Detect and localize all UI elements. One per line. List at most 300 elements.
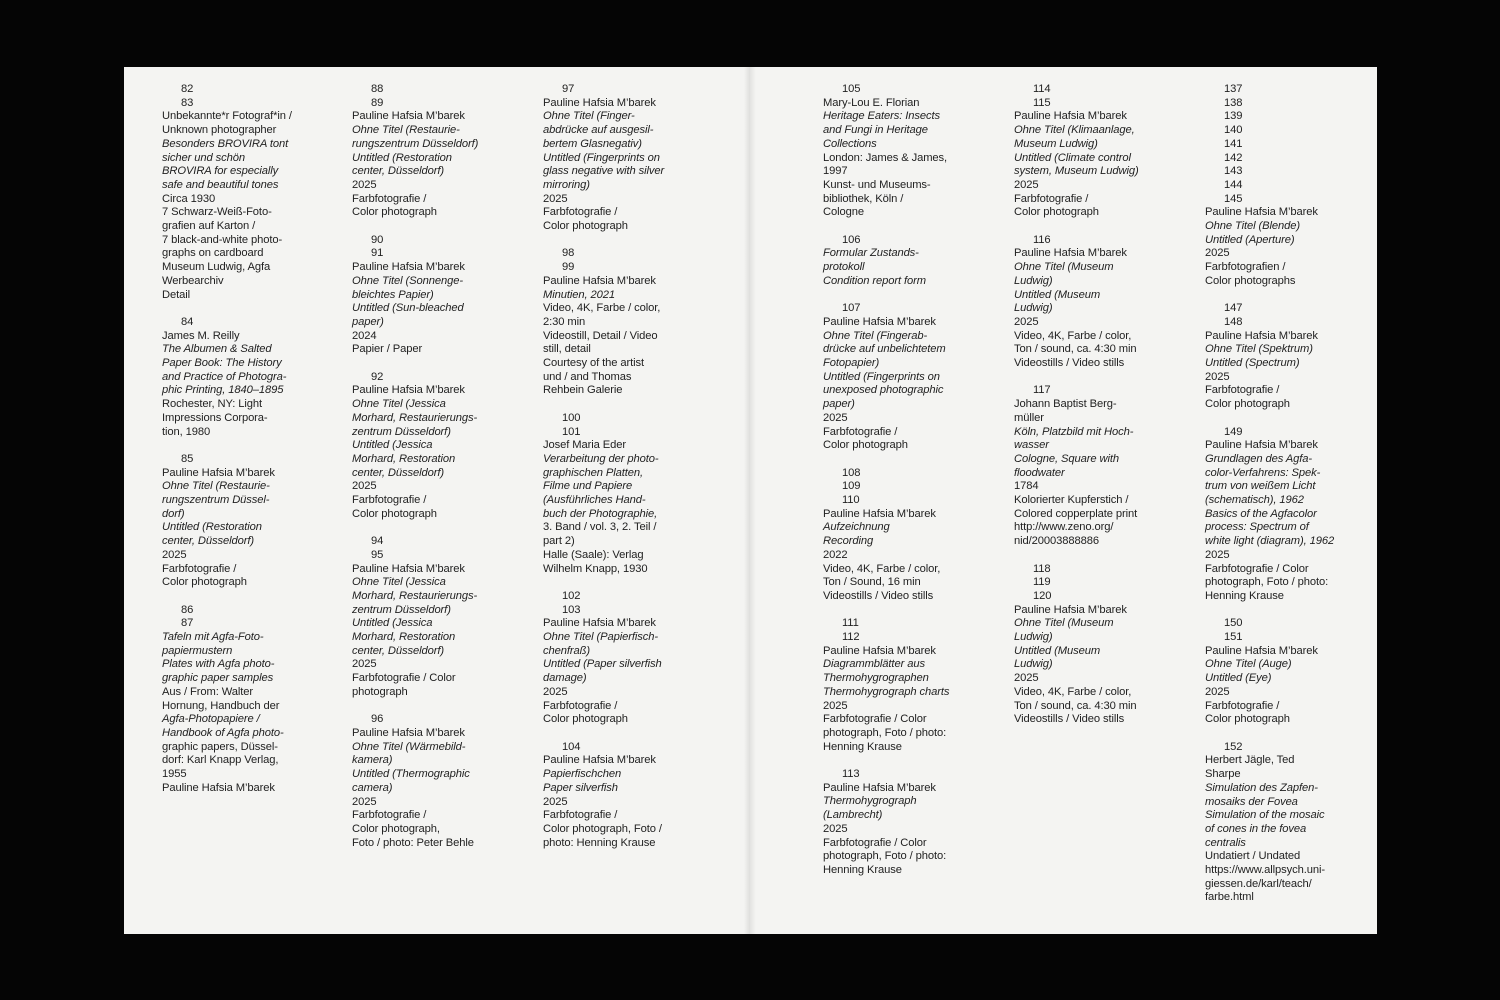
entry-text-line: Henning Krause xyxy=(823,740,902,753)
figure-number: 140 xyxy=(1224,124,1243,137)
entry-title-line: Ohne Titel (Spektrum) xyxy=(1205,343,1313,356)
figure-number: 118 xyxy=(1033,562,1051,575)
catalog-entry xyxy=(823,302,949,453)
entry-title-line: glass negative with silver xyxy=(543,165,665,178)
entry-title-line: center, Düsseldorf) xyxy=(162,535,254,548)
catalog-entry xyxy=(1205,617,1334,727)
entry-title-line: paper) xyxy=(352,315,384,328)
entry-text-line: 2025 xyxy=(1205,370,1230,383)
figure-number: 119 xyxy=(1033,576,1051,589)
entry-title-line: (Lambrecht) xyxy=(823,809,883,822)
figure-number: 91 xyxy=(371,247,384,260)
entry-text-line: Pauline Hafsia M’barek xyxy=(823,644,936,657)
entry-title-line: Untitled (Sun-bleached xyxy=(352,302,464,315)
entry-text-line: Wilhelm Knapp, 1930 xyxy=(543,562,648,575)
entry-text-line: Johann Baptist Berg- xyxy=(1014,398,1117,411)
entry-title-line: Thermohygrographen xyxy=(823,672,929,685)
entry-text-line: Color photograph xyxy=(1205,398,1290,411)
entry-text-line: Farbfotografie / Color xyxy=(352,672,456,685)
entry-title-line: sicher und schön xyxy=(162,151,245,164)
catalog-entry xyxy=(352,83,478,220)
entry-title-line: Besonders BROVIRA tont xyxy=(162,137,289,150)
entry-title-line: Handbook of Agfa photo- xyxy=(162,727,284,739)
figure-number: 142 xyxy=(1224,151,1243,164)
catalog-entry xyxy=(1014,384,1139,548)
entry-title-line: Untitled (Thermographic xyxy=(352,768,470,781)
entry-title-line: The Albumen & Salted xyxy=(162,343,272,356)
entry-title-line: papiermustern xyxy=(162,644,233,657)
entry-text-line: Color photograph xyxy=(162,576,247,589)
entry-title-line: Grundlagen des Agfa- xyxy=(1205,452,1313,465)
entry-text-line: Rochester, NY: Light xyxy=(162,398,262,411)
entry-title-line: zentrum Düsseldorf) xyxy=(352,603,451,616)
entry-text-line: 2025 xyxy=(543,685,568,698)
entry-title-line: color-Verfahrens: Spek- xyxy=(1205,466,1321,479)
entry-text-line: photograph xyxy=(352,685,408,698)
entry-text-line: Circa 1930 xyxy=(162,192,216,205)
figure-number: 138 xyxy=(1224,96,1243,109)
entry-text-line: photo: Henning Krause xyxy=(543,836,656,849)
figure-number: 145 xyxy=(1224,192,1243,205)
figure-number: 120 xyxy=(1033,589,1052,602)
entry-title-line: Ohne Titel (Fingerab- xyxy=(823,329,928,342)
entry-text-line: Mary-Lou E. Florian xyxy=(823,96,920,109)
entry-text-line: Sharpe xyxy=(1205,768,1241,781)
figure-number: 92 xyxy=(371,370,384,383)
entry-title-line: Ludwig) xyxy=(1014,631,1053,644)
entry-title-line: Untitled (Fingerprints on xyxy=(543,151,660,164)
entry-text-line: 7 black-and-white photo- xyxy=(162,233,283,246)
entry-title-line: (Ausführliches Hand- xyxy=(543,494,646,507)
entry-title-line: process: Spectrum of xyxy=(1205,521,1309,534)
figure-number: 116 xyxy=(1033,233,1051,246)
entry-text-line: Pauline Hafsia M’barek xyxy=(352,726,465,739)
entry-title-line: Ohne Titel (Finger- xyxy=(543,110,635,123)
entry-title-line: and Practice of Photogra- xyxy=(162,370,287,383)
entry-text-line: farbe.html xyxy=(1205,891,1254,904)
entry-text-line: 2025 xyxy=(1014,178,1039,191)
entry-text-line: photograph, Foto / photo: xyxy=(823,726,947,739)
entry-title-line: Cologne, Square with xyxy=(1014,452,1119,465)
figure-number: 102 xyxy=(562,589,581,602)
figure-number: 141 xyxy=(1224,137,1243,150)
figure-number: 144 xyxy=(1224,178,1243,191)
figure-number: 100 xyxy=(562,411,581,424)
entry-text-line: 3. Band / vol. 3, 2. Teil / xyxy=(543,521,657,534)
figure-number: 98 xyxy=(562,247,575,260)
entry-text-line: Videostills / Video stills xyxy=(1014,357,1125,370)
entry-text-line: James M. Reilly xyxy=(162,329,240,342)
entry-text-line: 2022 xyxy=(823,548,848,561)
figure-number: 83 xyxy=(181,96,194,109)
entry-text-line: Pauline Hafsia M’barek xyxy=(1014,247,1127,260)
figure-number: 86 xyxy=(181,603,194,616)
entry-title-line: bleichtes Papier) xyxy=(352,288,434,301)
entry-title-line: rungszentrum Düssel- xyxy=(162,494,270,507)
entry-title-line: Untitled (Jessica xyxy=(352,439,433,452)
entry-text-line: Pauline Hafsia M’barek xyxy=(162,466,275,479)
entry-text-line: Farbfotografie / xyxy=(1205,384,1280,397)
catalog-entry xyxy=(543,247,664,398)
entry-title-line: Ludwig) xyxy=(1014,658,1053,671)
entry-title-line: mosaiks der Fovea xyxy=(1205,795,1298,808)
entry-title-line: Heritage Eaters: Insects xyxy=(823,110,940,123)
entry-text-line: 1955 xyxy=(162,768,187,781)
catalog-entry xyxy=(1205,302,1334,412)
figure-number: 113 xyxy=(842,768,860,781)
entry-title-line: Morhard, Restoration xyxy=(352,631,456,644)
entry-text-line: Farbfotografie / xyxy=(162,562,237,575)
entry-text-line: Pauline Hafsia M’barek xyxy=(543,96,656,109)
entry-title-line: Minutien, 2021 xyxy=(543,288,615,301)
figure-number: 88 xyxy=(371,83,384,95)
entry-text-line: Video, 4K, Farbe / color, xyxy=(1014,685,1132,698)
figure-number: 139 xyxy=(1224,110,1243,123)
entry-text-line: Color photograph xyxy=(352,507,437,520)
entry-text-line: Farbfotografie / xyxy=(352,494,427,507)
entry-text-line: Pauline Hafsia M’barek xyxy=(352,261,465,274)
figure-number: 152 xyxy=(1224,740,1243,753)
figure-number: 99 xyxy=(562,261,575,274)
entry-text-line: London: James & James, xyxy=(823,151,948,164)
entry-text-line: Courtesy of the artist xyxy=(543,357,645,370)
entry-title-line: Untitled (Museum xyxy=(1014,288,1101,301)
entry-text-line: Color photograph xyxy=(543,220,628,233)
entry-text-line: 2025 xyxy=(823,411,848,424)
entry-title-line: Untitled (Paper silverfish xyxy=(543,658,662,671)
column xyxy=(823,83,949,891)
catalog-entry xyxy=(543,741,664,851)
entry-text-line: Pauline Hafsia M’barek xyxy=(352,110,465,123)
catalog-entry xyxy=(823,234,949,289)
entry-text-line: und / and Thomas xyxy=(543,370,632,383)
right-page xyxy=(750,67,1377,934)
entry-text-line: Undatiert / Undated xyxy=(1205,850,1301,863)
catalog-entry xyxy=(823,467,949,604)
entry-text-line: 2025 xyxy=(543,192,568,205)
entry-title-line: Simulation des Zapfen- xyxy=(1205,781,1318,794)
entry-title-line: Ohne Titel (Museum xyxy=(1014,617,1114,630)
figure-number: 89 xyxy=(371,96,384,109)
entry-text-line: Pauline Hafsia M’barek xyxy=(1014,110,1127,123)
figure-number: 147 xyxy=(1224,302,1243,315)
left-page xyxy=(124,67,750,934)
entry-title-line: Formular Zustands- xyxy=(823,247,919,260)
entry-text-line: Farbfotografie / xyxy=(352,192,427,205)
figure-number: 87 xyxy=(181,617,194,630)
entry-text-line: Farbfotografie / xyxy=(1014,192,1089,205)
entry-title-line: Untitled (Restoration xyxy=(352,151,452,164)
entry-text-line: Pauline Hafsia M’barek xyxy=(1205,329,1318,342)
entry-text-line: Pauline Hafsia M’barek xyxy=(543,274,656,287)
entry-title-line: unexposed photographic xyxy=(823,384,944,397)
entry-title-line: Ohne Titel (Klimaanlage, xyxy=(1014,124,1135,137)
catalog-entry xyxy=(823,83,949,220)
entry-text-line: Pauline Hafsia M’barek xyxy=(1014,603,1127,616)
entry-text-line: Color photograph xyxy=(543,713,628,726)
entry-text-line: Pauline Hafsia M’barek xyxy=(823,781,936,794)
entry-text-line: Farbfotografie / xyxy=(823,425,898,438)
entry-title-line: (schematisch), 1962 xyxy=(1205,494,1304,507)
entry-text-line: bibliothek, Köln / xyxy=(823,192,904,205)
entry-text-line: Impressions Corpora- xyxy=(162,411,268,424)
figure-number: 95 xyxy=(371,548,384,561)
entry-title-line: Untitled (Jessica xyxy=(352,617,433,630)
entry-text-line: Werbearchiv xyxy=(162,274,224,287)
entry-title-line: drücke auf unbelichtetem xyxy=(823,343,946,356)
entry-text-line: Henning Krause xyxy=(823,864,902,876)
entry-text-line: 2024 xyxy=(352,329,377,342)
entry-title-line: bertem Glasnegativ) xyxy=(543,137,642,150)
catalog-entry xyxy=(352,535,478,699)
entry-title-line: rungszentrum Düsseldorf) xyxy=(352,137,479,150)
figure-number: 101 xyxy=(562,425,581,438)
entry-text-line: 2025 xyxy=(1205,548,1230,561)
entry-text-line: Pauline Hafsia M’barek xyxy=(823,507,936,520)
figure-number: 111 xyxy=(842,617,859,630)
figure-number: 112 xyxy=(842,631,860,644)
entry-title-line: Untitled (Restoration xyxy=(162,521,262,534)
figure-number: 105 xyxy=(842,83,861,95)
entry-title-line: center, Düsseldorf) xyxy=(352,466,444,479)
entry-text-line: nid/20003888886 xyxy=(1014,535,1099,548)
entry-text-line: Videostill, Detail / Video xyxy=(543,329,658,342)
entry-text-line: 2:30 min xyxy=(543,315,586,328)
entry-text-line: Farbfotografie / Color xyxy=(823,713,927,726)
entry-text-line: Colored copperplate print xyxy=(1014,507,1138,520)
entry-title-line: white light (diagram), 1962 xyxy=(1205,535,1335,548)
entry-title-line: graphic paper samples xyxy=(162,672,274,685)
entry-text-line: Farbfotografien / xyxy=(1205,261,1286,274)
entry-text-line: Papier / Paper xyxy=(352,343,423,356)
figure-number: 94 xyxy=(371,535,384,548)
entry-text-line: https://www.allpsych.uni- xyxy=(1205,864,1325,877)
figure-number: 103 xyxy=(562,603,581,616)
entry-title-line: floodwater xyxy=(1014,466,1065,479)
catalog-entry xyxy=(1205,426,1334,604)
figure-number: 85 xyxy=(181,452,194,465)
catalog-entry xyxy=(162,453,292,590)
entry-title-line: Verarbeitung der photo- xyxy=(543,452,659,465)
entry-text-line: Farbfotografie / xyxy=(1205,699,1280,712)
entry-text-line: Josef Maria Eder xyxy=(543,439,626,452)
column xyxy=(543,83,664,864)
entry-title-line: Papierfischchen xyxy=(543,768,622,781)
column xyxy=(1014,83,1139,741)
catalog-entry xyxy=(1014,234,1139,371)
entry-text-line: 1784 xyxy=(1014,480,1039,493)
entry-title-line: Tafeln mit Agfa-Foto- xyxy=(162,631,264,644)
entry-title-line: system, Museum Ludwig) xyxy=(1014,165,1139,178)
entry-text-line: Kolorierter Kupferstich / xyxy=(1014,494,1129,507)
entry-text-line: Farbfotografie / xyxy=(543,809,618,822)
figure-number: 90 xyxy=(371,233,384,246)
entry-title-line: Ohne Titel (Sonnenge- xyxy=(352,274,463,287)
entry-title-line: Ludwig) xyxy=(1014,302,1053,315)
entry-title-line: Ohne Titel (Blende) xyxy=(1205,220,1301,233)
entry-text-line: Hornung, Handbuch der xyxy=(162,699,280,712)
column xyxy=(1205,83,1334,919)
entry-title-line: center, Düsseldorf) xyxy=(352,165,444,178)
entry-text-line: Rehbein Galerie xyxy=(543,384,623,397)
figure-number: 137 xyxy=(1224,83,1243,95)
figure-number: 109 xyxy=(842,480,861,493)
entry-title-line: Diagrammblätter aus xyxy=(823,658,925,671)
figure-number: 108 xyxy=(842,466,861,479)
entry-title-line: Ohne Titel (Jessica xyxy=(352,398,446,411)
entry-text-line: graphs on cardboard xyxy=(162,247,264,260)
entry-text-line: tion, 1980 xyxy=(162,425,211,438)
entry-title-line: Paper Book: The History xyxy=(162,357,282,370)
entry-title-line: Ohne Titel (Auge) xyxy=(1205,658,1292,671)
catalog-entry xyxy=(352,371,478,522)
column xyxy=(352,83,478,864)
entry-text-line: Videostills / Video stills xyxy=(1014,713,1125,726)
entry-title-line: zentrum Düsseldorf) xyxy=(352,425,451,438)
catalog-entry xyxy=(1014,563,1139,727)
page-gutter-shadow xyxy=(750,67,756,934)
entry-title-line: phic Printing, 1840–1895 xyxy=(162,384,284,397)
entry-title-line: Paper silverfish xyxy=(543,781,618,794)
figure-number: 107 xyxy=(842,302,861,315)
entry-text-line: Pauline Hafsia M’barek xyxy=(162,781,275,794)
entry-title-line: safe and beautiful tones xyxy=(162,178,279,191)
entry-text-line: Ton / sound, ca. 4:30 min xyxy=(1014,699,1137,712)
entry-text-line: 7 Schwarz-Weiß-Foto- xyxy=(162,206,272,219)
figure-number: 96 xyxy=(371,713,384,726)
entry-title-line: Basics of the Agfacolor xyxy=(1205,507,1317,520)
entry-text-line: photograph, Foto / photo: xyxy=(823,850,947,863)
entry-title-line: Simulation of the mosaic xyxy=(1205,809,1325,822)
entry-title-line: Ludwig) xyxy=(1014,274,1053,287)
entry-title-line: camera) xyxy=(352,781,393,794)
entry-title-line: kamera) xyxy=(352,754,393,767)
entry-text-line: Ton / Sound, 16 min xyxy=(823,576,921,589)
entry-text-line: Color photograph xyxy=(1205,713,1290,726)
entry-text-line: Pauline Hafsia M’barek xyxy=(352,562,465,575)
entry-title-line: abdrücke auf ausgesil- xyxy=(543,124,654,137)
entry-text-line: Aus / From: Walter xyxy=(162,685,254,698)
entry-title-line: Agfa-Photopapiere / xyxy=(162,713,260,726)
entry-title-line: Köln, Platzbild mit Hoch- xyxy=(1014,425,1134,438)
figure-number: 149 xyxy=(1224,425,1243,438)
figure-number: 148 xyxy=(1224,315,1243,328)
entry-text-line: Henning Krause xyxy=(1205,589,1284,602)
catalog-entry xyxy=(823,617,949,754)
entry-title-line: Morhard, Restaurierungs- xyxy=(352,411,478,424)
figure-number: 151 xyxy=(1224,631,1243,644)
entry-text-line: Halle (Saale): Verlag xyxy=(543,548,644,561)
entry-text-line: Farbfotografie / Color xyxy=(1205,562,1309,575)
entry-text-line: Color photograph, Foto / xyxy=(543,822,662,835)
entry-text-line: still, detail xyxy=(543,343,591,356)
entry-text-line: Color photograph xyxy=(352,206,437,219)
entry-text-line: Pauline Hafsia M’barek xyxy=(543,754,656,767)
entry-title-line: Thermohygrograph xyxy=(823,795,917,808)
catalog-entry xyxy=(1014,83,1139,220)
catalog-entry xyxy=(352,234,478,357)
entry-title-line: Ohne Titel (Jessica xyxy=(352,576,446,589)
entry-text-line: Pauline Hafsia M’barek xyxy=(352,384,465,397)
catalog-entry xyxy=(543,590,664,727)
entry-text-line: Videostills / Video stills xyxy=(823,589,934,602)
catalog-entry xyxy=(162,83,292,302)
entry-text-line: Unknown photographer xyxy=(162,124,277,137)
catalog-entry xyxy=(352,713,478,850)
entry-title-line: and Fungi in Heritage xyxy=(823,124,928,137)
figure-number: 106 xyxy=(842,233,861,246)
entry-text-line: Kunst- und Museums- xyxy=(823,178,931,191)
entry-title-line: Ohne Titel (Restaurie- xyxy=(162,480,270,493)
entry-text-line: Pauline Hafsia M’barek xyxy=(1205,644,1318,657)
entry-title-line: Untitled (Aperture) xyxy=(1205,233,1295,246)
figure-number: 104 xyxy=(562,740,581,753)
entry-title-line: Morhard, Restaurierungs- xyxy=(352,589,478,602)
entry-title-line: graphischen Platten, xyxy=(543,466,643,479)
entry-text-line: giessen.de/karl/teach/ xyxy=(1205,877,1312,890)
entry-text-line: Farbfotografie / Color xyxy=(823,836,927,849)
entry-title-line: Ohne Titel (Restaurie- xyxy=(352,124,460,137)
entry-title-line: paper) xyxy=(823,398,855,411)
entry-title-line: Ohne Titel (Museum xyxy=(1014,261,1114,274)
entry-title-line: wasser xyxy=(1014,439,1049,452)
entry-title-line: Fotopapier) xyxy=(823,357,880,370)
entry-text-line: Pauline Hafsia M’barek xyxy=(823,315,936,328)
entry-title-line: Condition report form xyxy=(823,274,926,287)
column xyxy=(162,83,292,809)
figure-number: 84 xyxy=(181,315,194,328)
entry-title-line: damage) xyxy=(543,672,587,685)
entry-text-line: graphic papers, Düssel- xyxy=(162,740,278,753)
entry-title-line: Untitled (Eye) xyxy=(1205,672,1272,685)
catalog-entry xyxy=(543,412,664,576)
entry-text-line: Ton / sound, ca. 4:30 min xyxy=(1014,343,1137,356)
entry-text-line: 2025 xyxy=(352,658,377,671)
entry-text-line: Unbekannte*r Fotograf*in / xyxy=(162,110,292,123)
figure-number: 110 xyxy=(842,494,860,507)
entry-title-line: Untitled (Museum xyxy=(1014,644,1101,657)
entry-text-line: http://www.zeno.org/ xyxy=(1014,521,1114,534)
entry-title-line: mirroring) xyxy=(543,178,590,191)
entry-text-line: Farbfotografie / xyxy=(352,809,427,822)
entry-text-line: Farbfotografie / xyxy=(543,206,618,219)
entry-title-line: Morhard, Restoration xyxy=(352,452,456,465)
figure-number: 117 xyxy=(1033,384,1051,397)
catalog-entry xyxy=(162,316,292,439)
entry-text-line: photograph, Foto / photo: xyxy=(1205,576,1329,589)
entry-text-line: Pauline Hafsia M’barek xyxy=(1205,439,1318,452)
entry-text-line: grafien auf Karton / xyxy=(162,220,256,233)
catalog-entry xyxy=(823,768,949,878)
entry-text-line: 1997 xyxy=(823,165,848,178)
entry-title-line: Thermohygrograph charts xyxy=(823,685,950,698)
catalog-entry xyxy=(1205,741,1334,905)
entry-title-line: centralis xyxy=(1205,836,1246,849)
entry-title-line: chenfraß) xyxy=(543,644,590,657)
entry-title-line: BROVIRA for especially xyxy=(162,165,279,178)
entry-title-line: Untitled (Fingerprints on xyxy=(823,370,940,383)
entry-text-line: Color photograph xyxy=(823,439,908,452)
figure-number: 143 xyxy=(1224,165,1243,178)
figure-number: 150 xyxy=(1224,617,1243,630)
entry-title-line: Museum Ludwig) xyxy=(1014,137,1098,150)
entry-text-line: 2025 xyxy=(823,699,848,712)
catalog-entry xyxy=(162,604,292,796)
entry-text-line: Farbfotografie / xyxy=(543,699,618,712)
entry-text-line: 2025 xyxy=(1014,672,1039,685)
entry-text-line: 2025 xyxy=(1205,685,1230,698)
entry-title-line: protokoll xyxy=(823,261,865,274)
